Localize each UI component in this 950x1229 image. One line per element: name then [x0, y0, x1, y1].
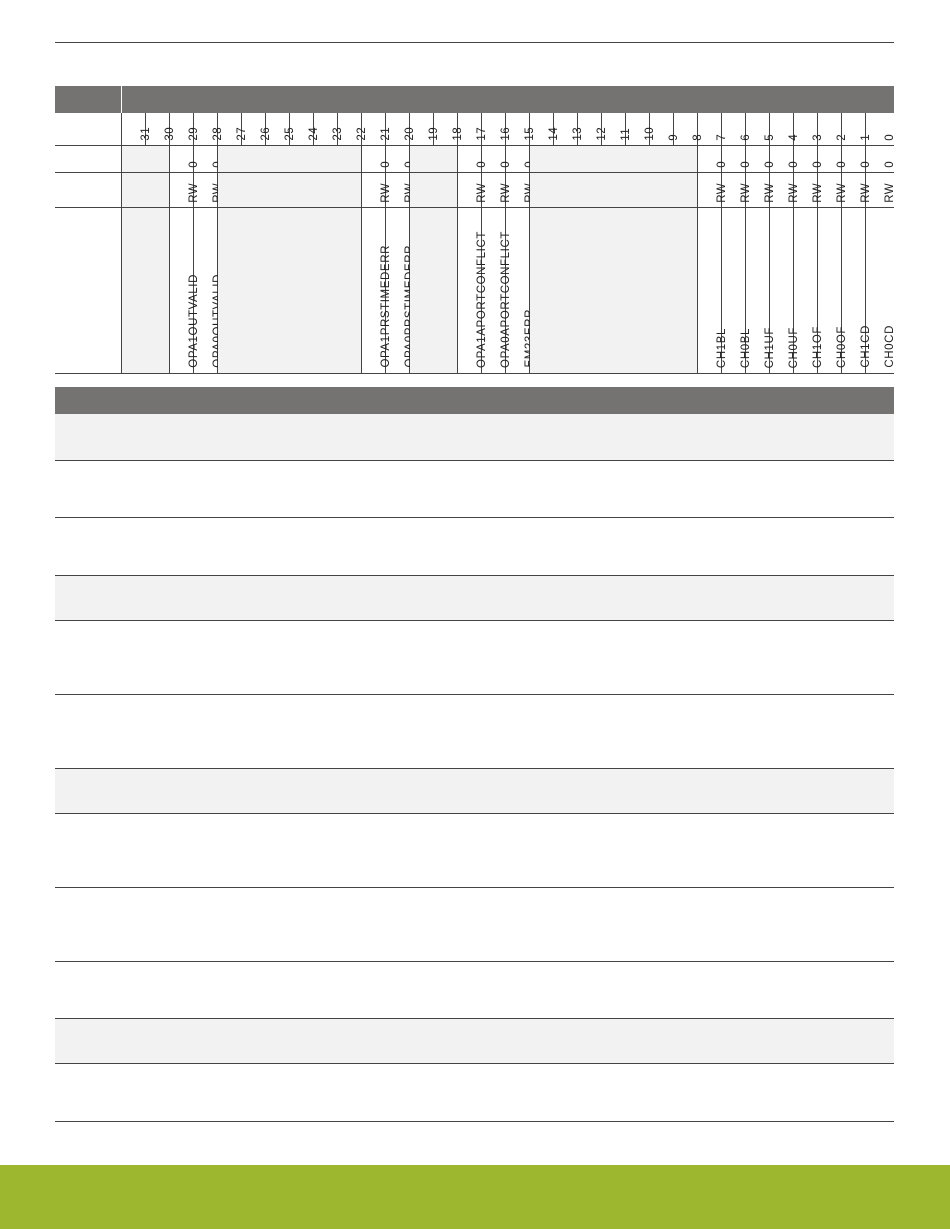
reset-value: 0	[859, 161, 872, 168]
reset-cell	[122, 146, 170, 172]
field-cell	[170, 208, 200, 373]
field-cell	[506, 208, 530, 373]
access-cell	[842, 173, 872, 207]
bit-number: 8	[691, 134, 704, 141]
bit-number: 24	[307, 127, 320, 141]
bit-number-cell	[362, 113, 392, 145]
bit-number-cell	[122, 113, 152, 145]
bit-number-cell	[842, 113, 872, 145]
access-cell	[770, 173, 800, 207]
bit-number-cell	[242, 113, 272, 145]
bit-number: 4	[787, 134, 800, 141]
bit-number-cell	[770, 113, 800, 145]
access-cell	[194, 173, 218, 207]
bit-number: 27	[235, 127, 248, 141]
access-value: RW	[739, 183, 752, 203]
bit-number-cell	[410, 113, 440, 145]
bit-number-cell	[698, 113, 728, 145]
reset-cell	[794, 146, 824, 172]
bit-number: 25	[283, 127, 296, 141]
reset-value: 0	[739, 161, 752, 168]
field-name: OPA1PRSTIMEDERR	[379, 245, 392, 368]
access-cell	[482, 173, 512, 207]
bit-number: 14	[547, 127, 560, 141]
field-cell	[866, 208, 896, 373]
footer-bar	[0, 1165, 950, 1229]
bit-number: 28	[211, 127, 224, 141]
bit-number-cell	[554, 113, 584, 145]
access-value: RW	[475, 183, 488, 203]
bit-number-cell	[266, 113, 296, 145]
field-name: CH1UF	[763, 326, 776, 368]
bit-table-header	[55, 86, 894, 113]
bit-number-cell	[818, 113, 848, 145]
bit-number: 9	[667, 134, 680, 141]
field-cell	[842, 208, 872, 373]
access-cell	[386, 173, 410, 207]
reset-cell	[458, 146, 488, 172]
bit-number-cell	[338, 113, 368, 145]
bit-number-cell	[530, 113, 560, 145]
reset-value: 0	[884, 161, 896, 168]
access-row-label	[55, 173, 122, 207]
reset-cell	[770, 146, 800, 172]
bit-number: 23	[331, 127, 344, 141]
bit-number: 10	[643, 127, 656, 141]
field-cell	[218, 208, 362, 373]
bit-number: 11	[619, 128, 632, 141]
bit-number: 5	[763, 134, 776, 141]
field-cell	[410, 208, 458, 373]
reset-cell	[218, 146, 362, 172]
reset-value: 0	[499, 161, 512, 168]
field-name: CH1OF	[811, 326, 824, 368]
access-value: RW	[379, 183, 392, 203]
reset-cell	[866, 146, 896, 172]
description-row	[55, 1019, 894, 1064]
description-table-header	[55, 387, 894, 414]
access-cell	[458, 173, 488, 207]
field-name: OPA1OUTVALID	[187, 274, 200, 368]
access-value: RW	[715, 183, 728, 203]
reset-value: 0	[475, 161, 488, 168]
description-row	[55, 1064, 894, 1122]
field-name: OPA0APORTCONFLICT	[499, 231, 512, 368]
field-name: CH1CD	[859, 325, 872, 368]
access-cell	[410, 173, 458, 207]
bit-number-cell	[506, 113, 536, 145]
bit-table-header-label	[55, 86, 122, 113]
reset-cell	[698, 146, 728, 172]
description-row	[55, 695, 894, 769]
bit-number-cell	[218, 113, 248, 145]
field-cell	[698, 208, 728, 373]
bit-number: 31	[139, 127, 152, 141]
access-cell	[722, 173, 752, 207]
access-cell	[794, 173, 824, 207]
description-row	[55, 414, 894, 461]
reset-value: 0	[763, 161, 776, 168]
access-value: RW	[884, 183, 896, 203]
description-row	[55, 888, 894, 962]
description-row	[55, 461, 894, 518]
bit-number-cell	[314, 113, 344, 145]
access-value: RW	[787, 183, 800, 203]
bit-number-cell	[194, 113, 224, 145]
access-value: RW	[811, 183, 824, 203]
bit-number-cell	[674, 113, 704, 145]
field-cell	[746, 208, 776, 373]
access-cell	[170, 173, 200, 207]
access-cell	[818, 173, 848, 207]
bit-number: 6	[739, 134, 752, 141]
reset-cell	[386, 146, 410, 172]
field-cell	[386, 208, 410, 373]
access-cell	[698, 173, 728, 207]
access-cell	[746, 173, 776, 207]
bit-number: 21	[379, 127, 392, 141]
access-cell	[362, 173, 392, 207]
field-name: CH1BL	[715, 327, 728, 368]
bit-number-cell	[650, 113, 680, 145]
bit-number-cell	[170, 113, 200, 145]
bit-number-cell	[866, 113, 896, 145]
bit-number-cell	[794, 113, 824, 145]
bit-number-cell	[482, 113, 512, 145]
reset-row	[55, 146, 894, 173]
reset-cell	[722, 146, 752, 172]
reset-cell	[530, 146, 698, 172]
reset-cell	[170, 146, 200, 172]
bit-number: 15	[523, 127, 536, 141]
field-name-row	[55, 208, 894, 374]
field-cell	[482, 208, 512, 373]
bit-table-header-title	[122, 86, 894, 113]
reset-value: 0	[187, 161, 200, 168]
access-row	[55, 173, 894, 208]
reset-row-label	[55, 146, 122, 172]
access-value: RW	[835, 183, 848, 203]
bit-number: 29	[187, 127, 200, 141]
bit-row-label	[55, 113, 122, 145]
reset-cell	[482, 146, 512, 172]
name-row-label	[55, 208, 122, 373]
bit-number: 20	[403, 127, 416, 141]
reset-value: 0	[811, 161, 824, 168]
bit-number: 16	[499, 127, 512, 141]
reset-cell	[362, 146, 392, 172]
access-value: RW	[499, 183, 512, 203]
access-cell	[530, 173, 698, 207]
description-row	[55, 814, 894, 888]
bit-number-row	[55, 113, 894, 146]
field-name: CH0UF	[787, 326, 800, 368]
bit-number: 12	[595, 127, 608, 141]
field-name: OPA1APORTCONFLICT	[475, 231, 488, 368]
field-name: CH0OF	[835, 326, 848, 368]
field-name: CH0BL	[739, 327, 752, 368]
bit-number-cell	[746, 113, 776, 145]
reset-value: 0	[715, 161, 728, 168]
access-cell	[506, 173, 530, 207]
access-value: RW	[187, 183, 200, 203]
bit-number: 1	[859, 134, 872, 141]
field-cell	[722, 208, 752, 373]
field-cell	[530, 208, 698, 373]
reset-cell	[818, 146, 848, 172]
bit-number-cell	[578, 113, 608, 145]
top-rule	[55, 42, 894, 43]
bit-number: 22	[355, 127, 368, 141]
reset-value: 0	[835, 161, 848, 168]
bit-number: 17	[475, 127, 488, 141]
field-cell	[770, 208, 800, 373]
reset-value: 0	[379, 161, 392, 168]
reset-value: 0	[787, 161, 800, 168]
bit-number: 26	[259, 127, 272, 141]
field-description-table	[55, 387, 894, 1122]
reset-cell	[506, 146, 530, 172]
field-cell	[362, 208, 392, 373]
access-value: RW	[859, 183, 872, 203]
bit-number: 2	[835, 134, 848, 141]
bit-number-cell	[722, 113, 752, 145]
field-cell	[794, 208, 824, 373]
bit-number: 7	[715, 134, 728, 141]
bit-number: 30	[163, 127, 176, 141]
field-cell	[818, 208, 848, 373]
bit-number: 3	[811, 134, 824, 141]
bit-number-cell	[146, 113, 176, 145]
bit-number: 18	[451, 127, 464, 141]
reset-cell	[194, 146, 218, 172]
bit-number: 13	[571, 127, 584, 141]
bit-number-cell	[290, 113, 320, 145]
access-cell	[866, 173, 896, 207]
access-cell	[122, 173, 170, 207]
bit-number: 0	[884, 134, 896, 141]
bit-number-cell	[434, 113, 464, 145]
field-name: CH0CD	[884, 325, 896, 368]
bit-number-cell	[458, 113, 488, 145]
bit-number-cell	[386, 113, 416, 145]
reset-cell	[410, 146, 458, 172]
description-row	[55, 962, 894, 1019]
description-row	[55, 518, 894, 576]
description-row	[55, 576, 894, 621]
access-value: RW	[763, 183, 776, 203]
access-cell	[218, 173, 362, 207]
field-cell	[194, 208, 218, 373]
bit-number-cell	[626, 113, 656, 145]
description-row	[55, 621, 894, 695]
description-row	[55, 769, 894, 814]
field-cell	[458, 208, 488, 373]
bit-number: 19	[427, 127, 440, 141]
reset-cell	[746, 146, 776, 172]
bit-number-cell	[602, 113, 632, 145]
field-cell	[122, 208, 170, 373]
reset-cell	[842, 146, 872, 172]
